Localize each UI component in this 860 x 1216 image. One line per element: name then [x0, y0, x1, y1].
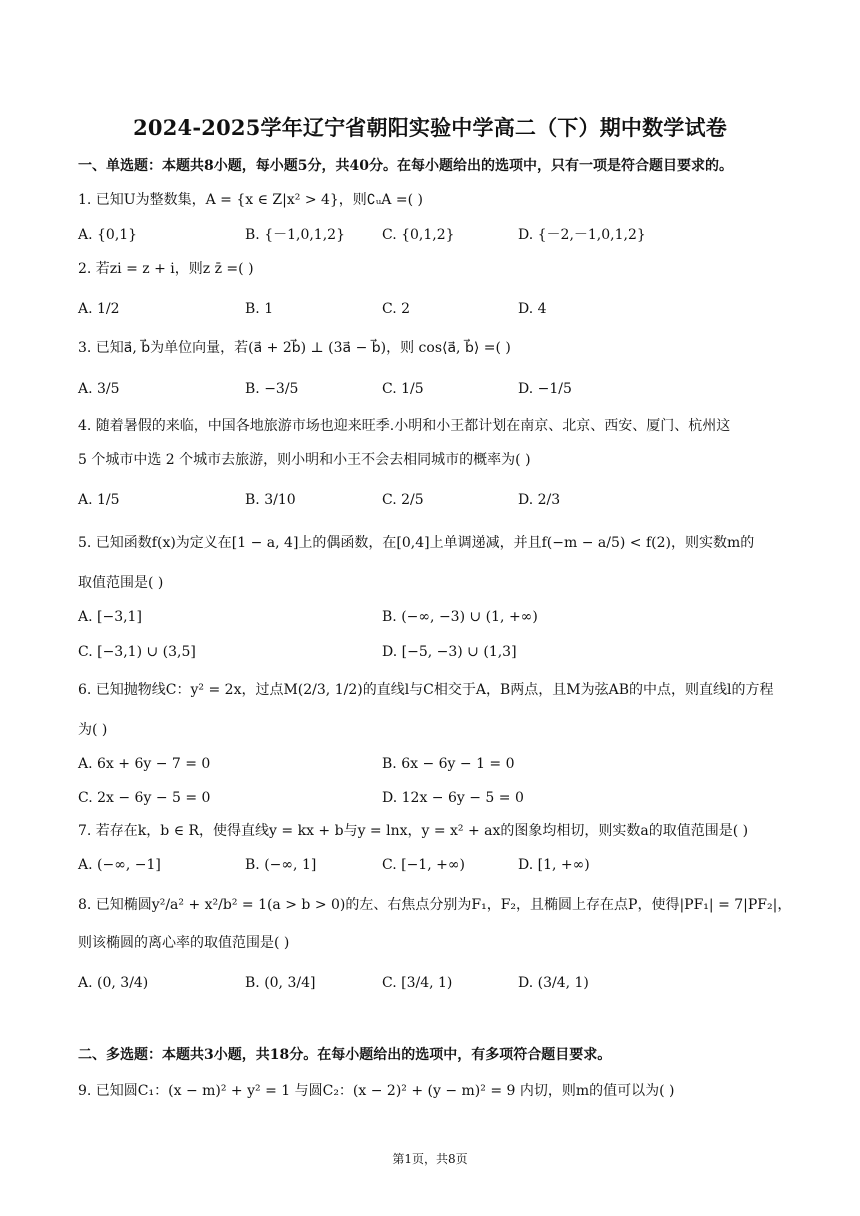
question-8-option-a: A. (0, 3/4)	[78, 975, 149, 991]
question-2-option-a: A. 1/2	[78, 301, 120, 317]
question-6-stem-line-2: 为( )	[78, 722, 108, 738]
question-8-option-b: B. (0, 3/4]	[245, 975, 316, 991]
question-3-option-b: B. −3/5	[245, 381, 299, 397]
question-2-option-b: B. 1	[245, 301, 274, 317]
question-2-option-c: C. 2	[382, 301, 411, 317]
question-6-option-a: A. 6x + 6y − 7 = 0	[78, 756, 211, 772]
question-4-option-c: C. 2/5	[382, 492, 424, 508]
question-3-option-d: D. −1/5	[518, 381, 572, 397]
question-8-option-c: C. [3/4, 1)	[382, 975, 453, 991]
question-5-option-a: A. [−3,1]	[78, 609, 142, 625]
question-7-stem: 7. 若存在k，b ∈ R，使得直线y = kx + b与y = lnx，y = x² + ax的图象均相切，则实数a的取值范围是( )	[78, 823, 749, 839]
question-2-option-d: D. 4	[518, 301, 547, 317]
question-7-option-b: B. (−∞, 1]	[245, 857, 317, 873]
question-7-option-d: D. [1, +∞)	[518, 857, 590, 873]
question-1-stem: 1. 已知U为整数集，A = {x ∈ Z|x² > 4}，则∁ᵤA =( )	[78, 192, 423, 208]
question-8-option-d: D. (3/4, 1)	[518, 975, 589, 991]
page-footer: 第1页，共8页	[392, 1152, 468, 1166]
question-8-stem-line-1: 8. 已知椭圆y²/a² + x²/b² = 1(a > b > 0)的左、右焦点分别为F₁，F₂，且椭圆上存在点P，使得|PF₁| = 7|PF₂|，	[78, 897, 792, 913]
page-title: 2024-2025学年辽宁省朝阳实验中学高二（下）期中数学试卷	[133, 115, 727, 140]
section-heading-single-choice: 一、单选题：本题共8小题，每小题5分，共40分。在每小题给出的选项中，只有一项是符合题目要求的。	[78, 158, 733, 174]
question-5-option-c: C. [−3,1) ∪ (3,5]	[78, 644, 196, 660]
question-2-stem: 2. 若zi = z + i，则z z̄ =( )	[78, 261, 254, 277]
question-6-option-d: D. 12x − 6y − 5 = 0	[382, 790, 524, 806]
question-4-option-b: B. 3/10	[245, 492, 296, 508]
question-7-option-c: C. [−1, +∞)	[382, 857, 465, 873]
question-8-stem-line-2: 则该椭圆的离心率的取值范围是( )	[78, 935, 290, 951]
question-6-option-c: C. 2x − 6y − 5 = 0	[78, 790, 211, 806]
question-5-option-b: B. (−∞, −3) ∪ (1, +∞)	[382, 609, 538, 625]
question-4-option-d: D. 2/3	[518, 492, 561, 508]
question-4-stem-line-1: 4. 随着暑假的来临，中国各地旅游市场也迎来旺季.小明和小王都计划在南京、北京、西安、厦门、杭州这	[78, 418, 731, 434]
question-1-option-c: C. {0,1,2}	[382, 227, 455, 243]
question-3-option-a: A. 3/5	[78, 381, 120, 397]
question-1-option-b: B. {－1,0,1,2}	[245, 227, 345, 243]
question-5-option-d: D. [−5, −3) ∪ (1,3]	[382, 644, 517, 660]
question-4-option-a: A. 1/5	[78, 492, 120, 508]
question-4-stem-line-2: 5 个城市中选 2 个城市去旅游，则小明和小王不会去相同城市的概率为( )	[78, 452, 531, 468]
question-7-option-a: A. (−∞, −1]	[78, 857, 161, 873]
question-6-stem-line-1: 6. 已知抛物线C：y² = 2x，过点M(2/3, 1/2)的直线l与C相交于A，B两点，且M为弦AB的中点，则直线l的方程	[78, 682, 774, 698]
question-9-stem: 9. 已知圆C₁：(x − m)² + y² = 1 与圆C₂：(x − 2)² + (y − m)² = 9 内切，则m的值可以为( )	[78, 1083, 675, 1099]
question-5-stem-line-2: 取值范围是( )	[78, 575, 164, 591]
question-3-stem: 3. 已知a⃗, b⃗为单位向量，若(a⃗ + 2b⃗) ⊥ (3a⃗ − b⃗)，则 cos⟨a⃗, b⃗⟩ =( )	[78, 340, 511, 356]
question-5-stem-line-1: 5. 已知函数f(x)为定义在[1 − a, 4]上的偶函数，在[0,4]上单调递减，并且f(−m − a/5) < f(2)，则实数m的	[78, 535, 755, 551]
question-1-option-d: D. {－2,－1,0,1,2}	[518, 227, 646, 243]
question-3-option-c: C. 1/5	[382, 381, 424, 397]
question-6-option-b: B. 6x − 6y − 1 = 0	[382, 756, 515, 772]
section-heading-multiple-choice: 二、多选题：本题共3小题，共18分。在每小题给出的选项中，有多项符合题目要求。	[78, 1047, 612, 1063]
question-1-option-a: A. {0,1}	[78, 227, 138, 243]
